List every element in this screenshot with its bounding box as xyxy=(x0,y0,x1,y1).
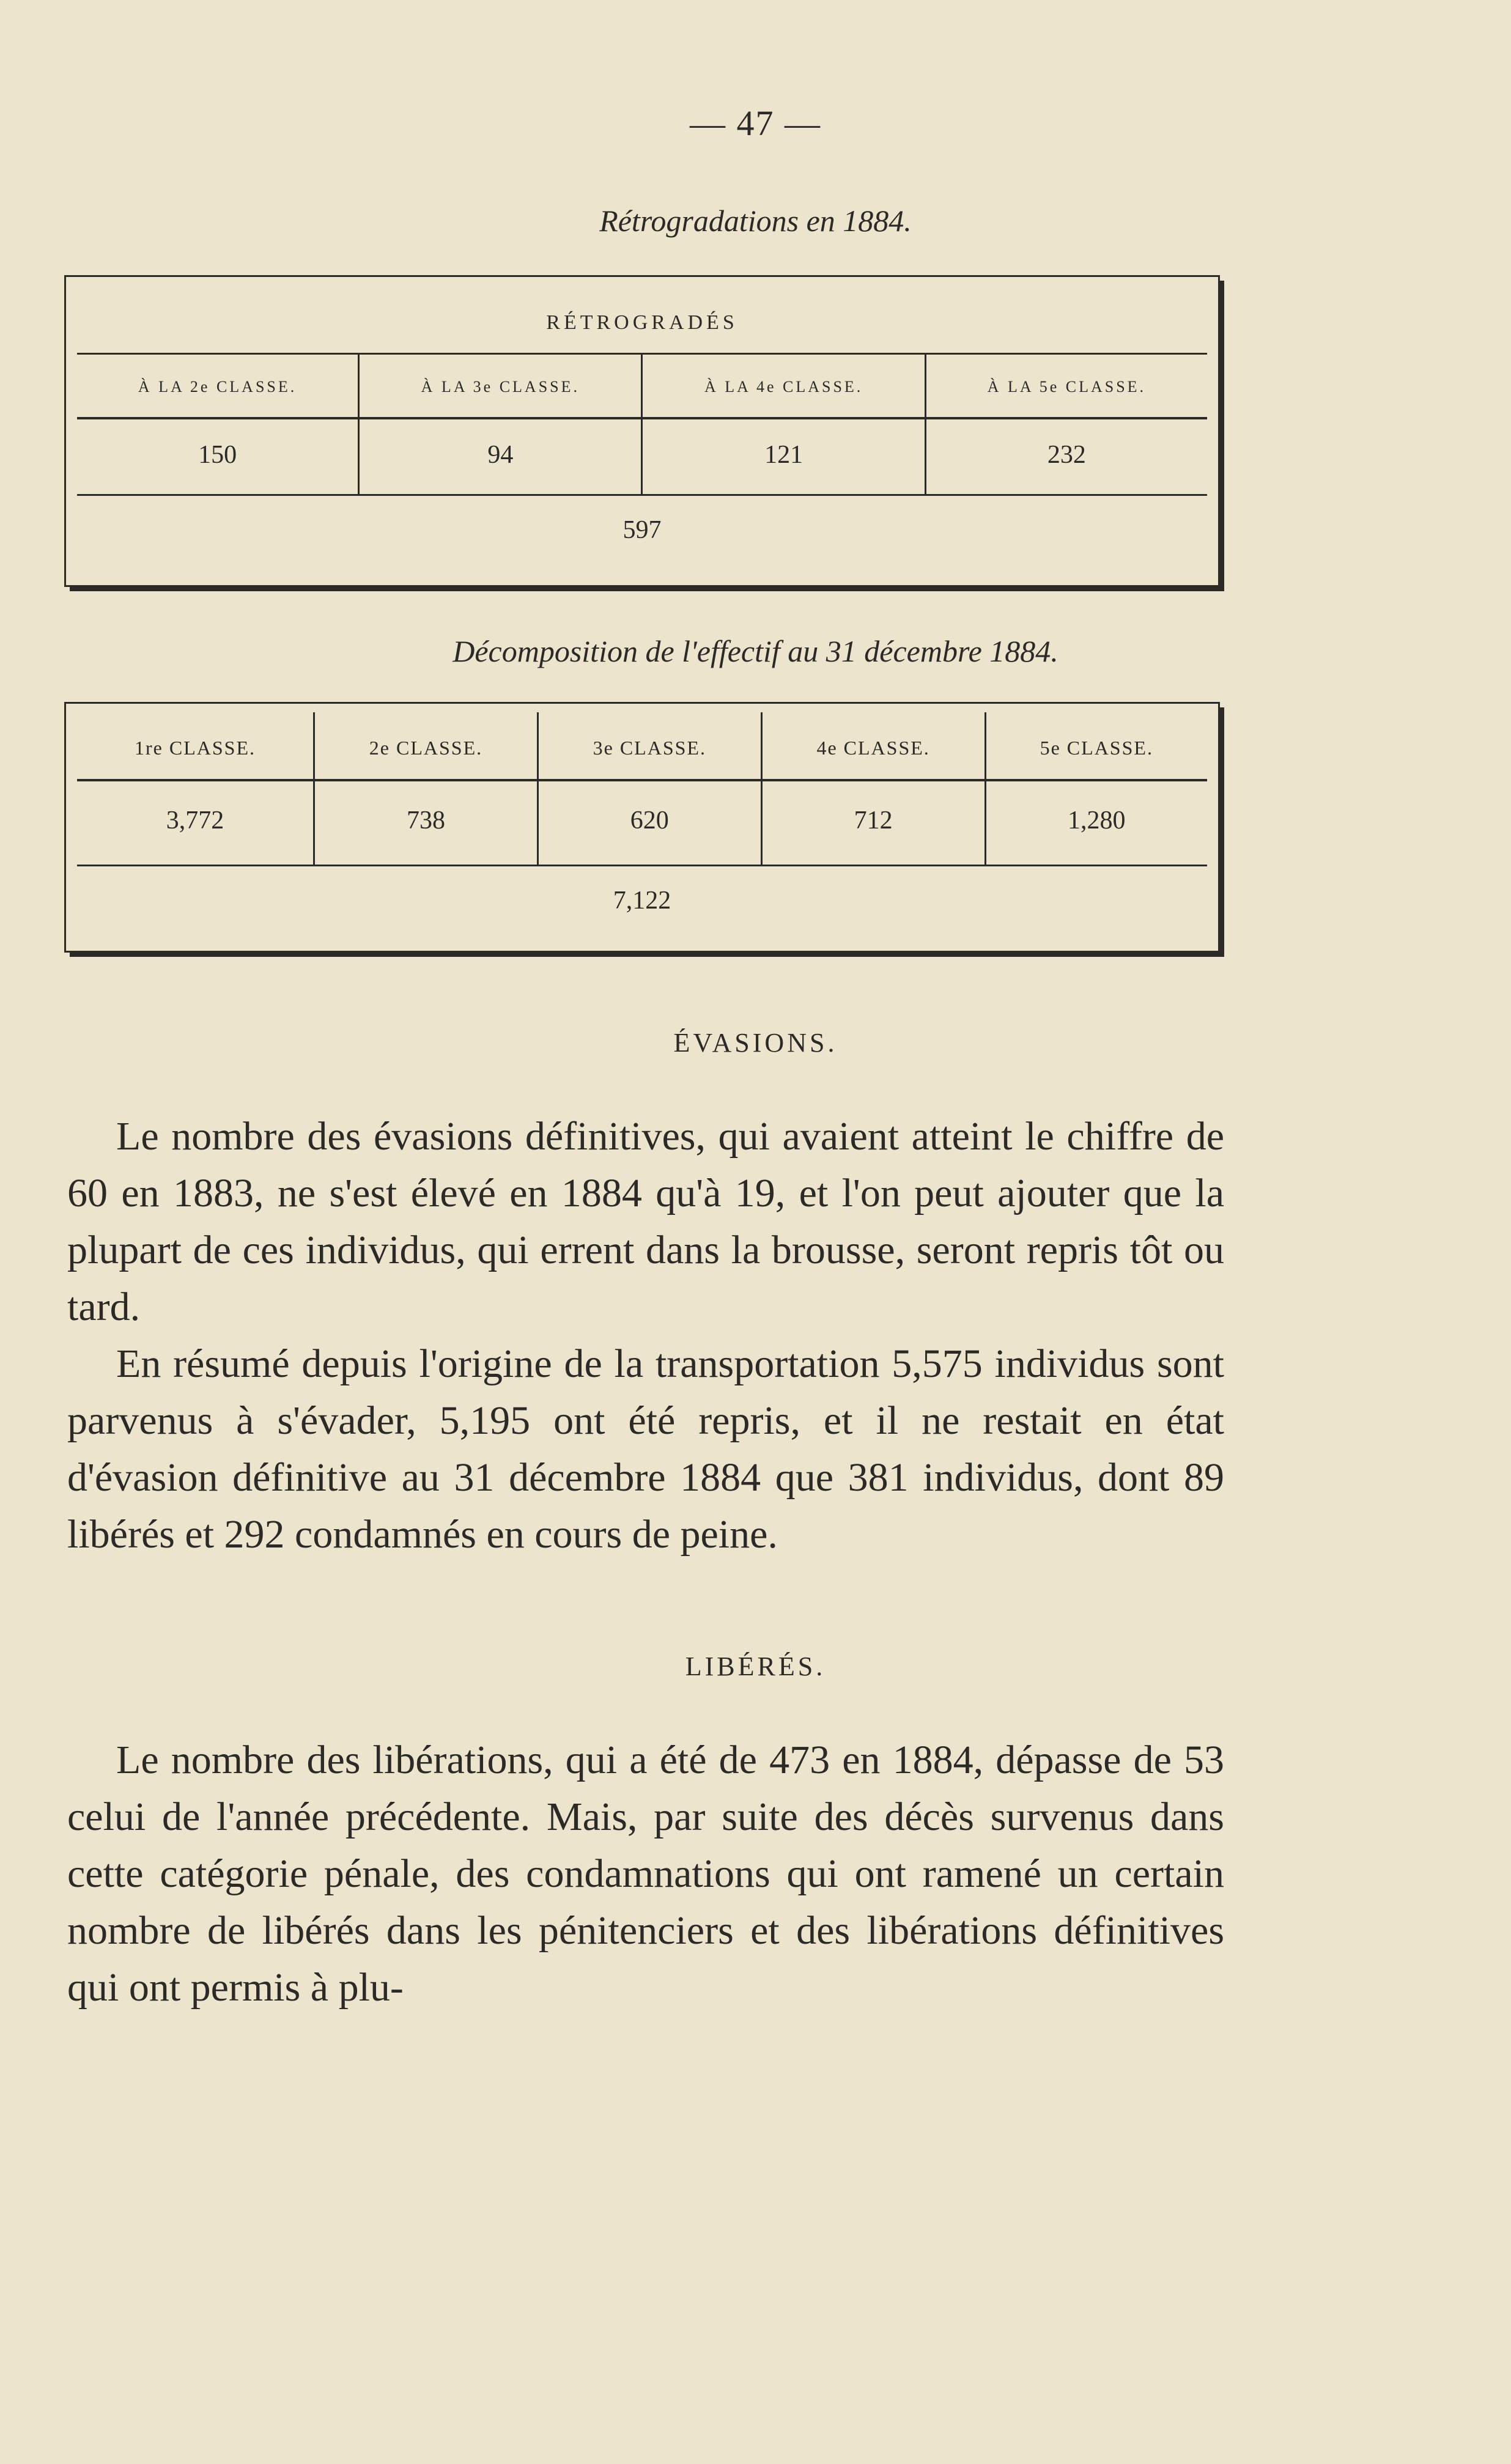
column-header: À LA 2e CLASSE. xyxy=(77,355,359,418)
effectif-table xyxy=(64,702,1220,953)
page-number: — 47 — xyxy=(690,103,821,143)
table-cell: 150 xyxy=(77,418,359,494)
table-cell: 1,280 xyxy=(1068,806,1126,835)
table-cell: 712 xyxy=(761,780,985,865)
effectif-title: Décomposition de l'effectif au 31 décembre 1884. xyxy=(453,634,1058,668)
retrogradations-grid xyxy=(77,355,1207,494)
retrogradations-table xyxy=(64,275,1220,587)
evasions-heading: ÉVASIONS. xyxy=(673,1028,838,1058)
table-cell: 121 xyxy=(642,418,925,494)
column-header: À LA 3e CLASSE. xyxy=(359,355,642,418)
table-cell: 738 xyxy=(314,780,538,865)
column-header: À LA 4e CLASSE. xyxy=(642,355,925,418)
table-cell: 94 xyxy=(359,418,642,494)
column-header: 3e CLASSE. xyxy=(538,712,761,780)
column-header: 4e CLASSE. xyxy=(761,712,985,780)
table-cell: 620 xyxy=(538,780,761,865)
column-header: 5e CLASSE. xyxy=(985,712,1207,780)
effectif-grid xyxy=(77,712,1207,865)
liberes-paragraph: Le nombre des libérations, qui a été de 473 en 1884, dépasse de 53 celui de l'année précédente. Mais, par suite des décès survenus dans cette catégorie pénale, des condamnations qui ont ramené un certain nombre de libérés dans les pénitenciers et des libérations définitives qui ont permis à plu- xyxy=(67,1738,1224,2010)
column-header: 2e CLASSE. xyxy=(314,712,538,780)
evasions-paragraph: Le nombre des évasions définitives, qui avaient atteint le chiffre de 60 en 1883, ne s'est élevé en 1884 qu'à 19, et l'on peut ajouter que la plupart de ces individus, qui errent dans la brousse, seront repris tôt ou tard. xyxy=(67,1114,1224,1329)
liberes-heading: LIBÉRÉS. xyxy=(685,1651,826,1681)
retrogrades-group-header: RÉTROGRADÉS xyxy=(77,286,1207,355)
column-header: À LA 5e CLASSE. xyxy=(925,355,1207,418)
table-cell: 232 xyxy=(1047,441,1086,469)
table-cell: 3,772 xyxy=(77,780,314,865)
effectif-total: 7,122 xyxy=(77,865,1207,915)
column-header: 1re CLASSE. xyxy=(77,712,314,780)
retrogradations-total: 597 xyxy=(77,494,1207,545)
retrogradations-title: Rétrogradations en 1884. xyxy=(599,204,912,238)
evasions-paragraph: En résumé depuis l'origine de la transportation 5,575 individus sont parvenus à s'évader, 5,195 ont été repris, et il ne restait en état d'évasion définitive au 31 décembre 1884 que 381 individus, dont 89 libérés et 292 condamnés en cours de peine. xyxy=(67,1341,1224,1557)
